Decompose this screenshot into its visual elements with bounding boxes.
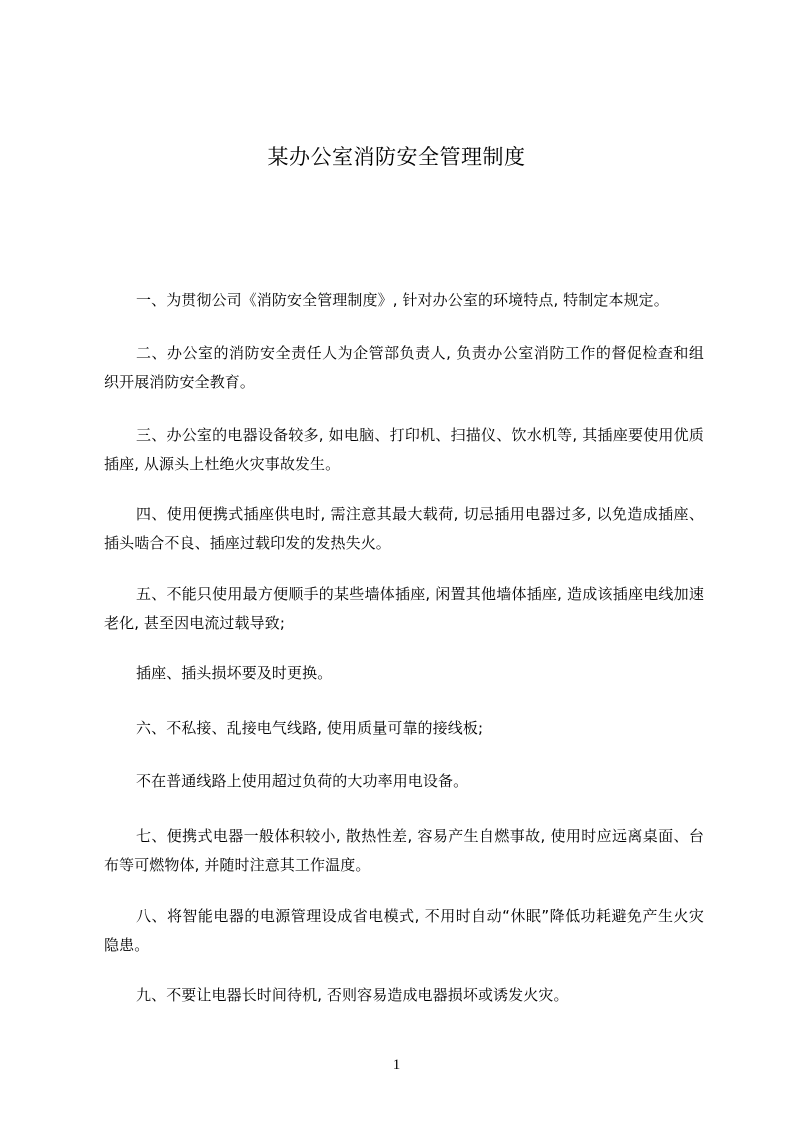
paragraph-6-continued: 不在普通线路上使用超过负荷的大功率用电设备。 xyxy=(136,772,469,790)
paragraph-6: 六、不私接、乱接电气线路, 使用质量可靠的接线板; xyxy=(136,719,484,737)
document-title: 某办公室消防安全管理制度 xyxy=(267,145,526,169)
paragraph-2: 二、办公室的消防安全责任人为企管部负责人, 负责办公室消防工作的督促检查和组织开展消防安全教育。 xyxy=(104,344,704,391)
page-number: 1 xyxy=(392,1057,401,1073)
paragraph-3: 三、办公室的电器设备较多, 如电脑、打印机、扫描仪、饮水机等, 其插座要使用优质插座, 从源头上杜绝火灾事故发生。 xyxy=(104,426,704,473)
paragraph-7: 七、便携式电器一般体积较小, 散热性差, 容易产生自燃事故, 使用时应远离桌面、台布等可燃物体, 并随时注意其工作温度。 xyxy=(104,827,704,874)
paragraph-1: 一、为贯彻公司《消防安全管理制度》, 针对办公室的环境特点, 特制定本规定。 xyxy=(136,291,669,309)
paragraph-9: 九、不要让电器长时间待机, 否则容易造成电器损坏或诱发火灾。 xyxy=(136,986,569,1004)
paragraph-4: 四、使用便携式插座供电时, 需注意其最大载荷, 切忌插用电器过多, 以免造成插座、插头啮合不良、插座过载印发的发热失火。 xyxy=(104,505,704,552)
paragraph-5: 五、不能只使用最方便顺手的某些墙体插座, 闲置其他墙体插座, 造成该插座电线加速老化, 甚至因电流过载导致; xyxy=(104,585,704,632)
paragraph-8: 八、将智能电器的电源管理设成省电模式, 不用时自动“休眠”降低功耗避免产生火灾隐患。 xyxy=(104,907,704,954)
paragraph-5-continued: 插座、插头损坏要及时更换。 xyxy=(136,664,333,682)
